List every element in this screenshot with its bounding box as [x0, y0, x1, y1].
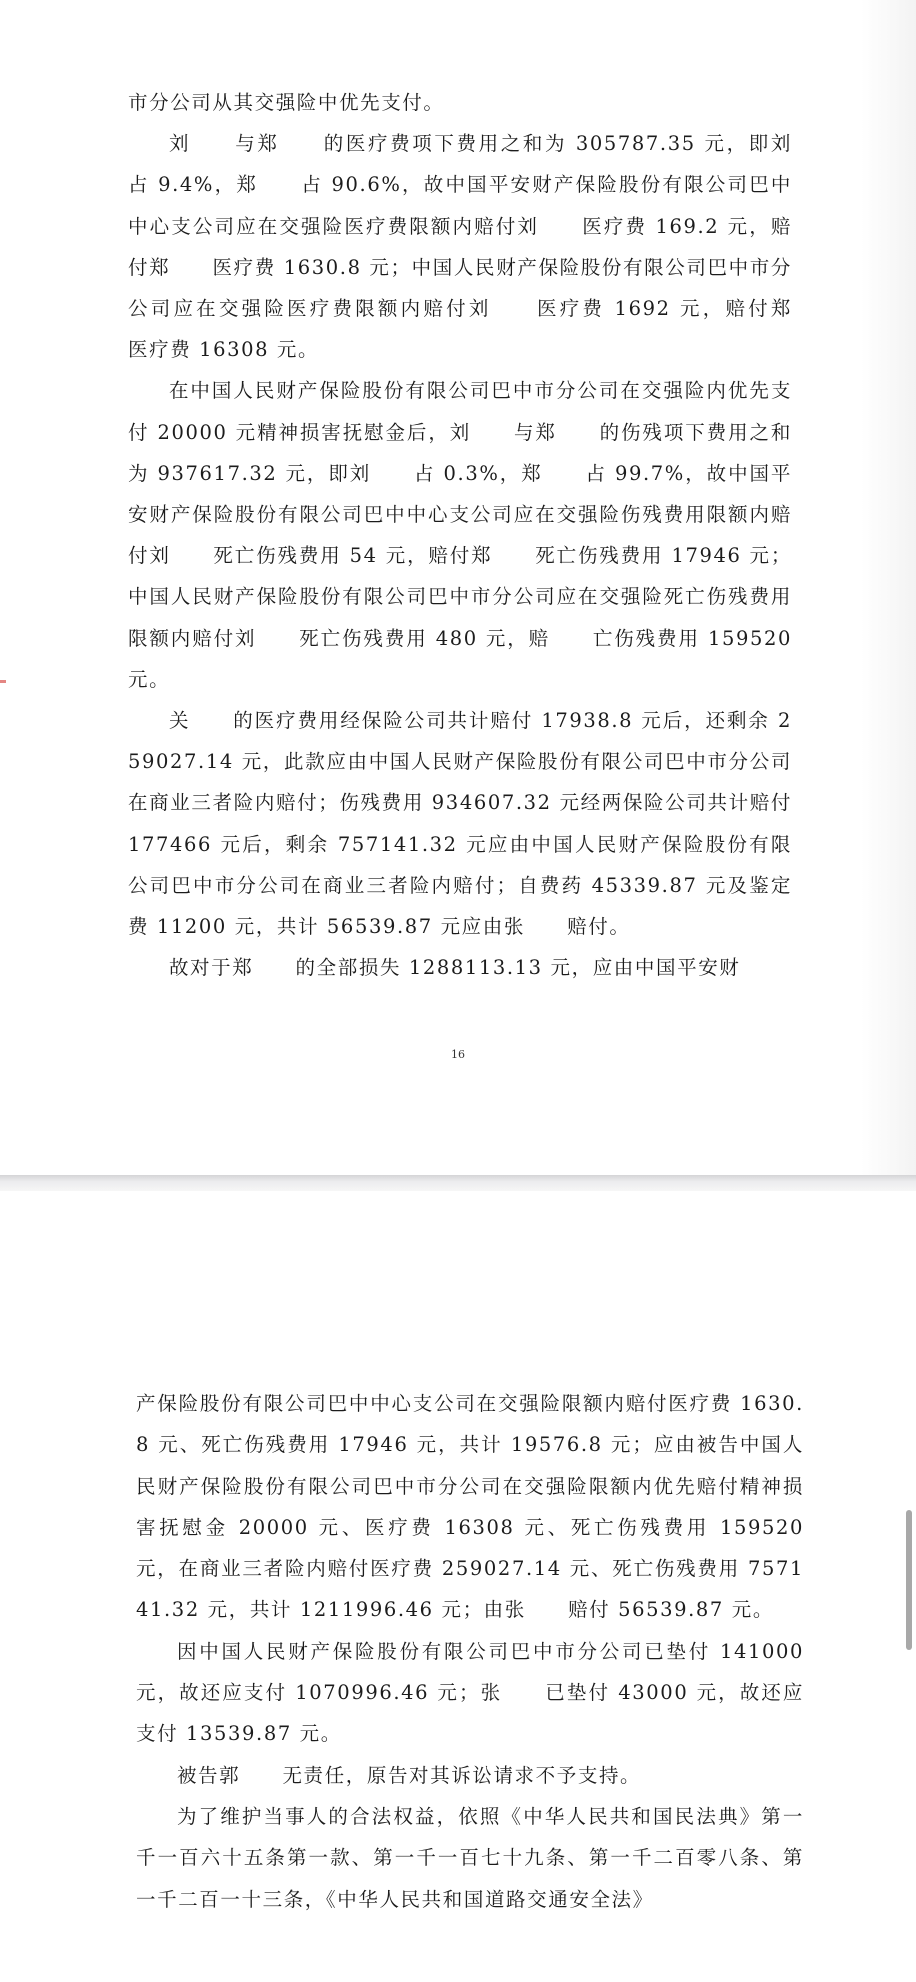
- page-text-body: [136, 1383, 804, 1920]
- scrollbar-thumb[interactable]: [906, 1510, 912, 1650]
- paragraph: 刘 与郑 的医疗费项下费用之和为 305787.35 元，即刘 占 9.4%，郑 占 90.6%，故中国平安财产保险股份有限公司巴中中心支公司应在交强险医疗费限额内赔付刘 医疗费 169.2 元，赔付郑 医疗费 1630.8 元；中国人民财产保险股份有限公司巴中市分公司应在交强险医疗费限额内赔付刘 医疗费 1692 元，赔付郑 医疗费 16308 元。: [128, 132, 835, 362]
- paragraph: 为了维护当事人的合法权益，依照《中华人民共和国民法典》第一千一百六十五条第一款、第一千一百七十九条、第一千二百零八条、第一千二百一十三条，《中华人民共和国道路交通安全法》: [136, 1804, 804, 1911]
- paragraph: 被告郭 无责任，原告对其诉讼请求不予支持。: [176, 1763, 642, 1787]
- page-number: 16: [451, 1048, 465, 1061]
- paragraph: 在中国人民财产保险股份有限公司巴中市分公司在交强险内优先支付 20000 元精神损害抚慰金后，刘 与郑 的伤残项下费用之和为 937617.32 元，即刘 占 0.3%，郑 占 99.7%，故中国平安财产保险股份有限公司巴中中心支公司应在交强险伤残费用限额内赔付刘 死亡伤残费用 54 元，赔付郑 死亡伤残费用 17946 元；中国人民财产保险股份有限公司巴中市分公司应在交强险死亡伤残费用限额内赔付刘 死亡伤残费用 480 元，赔 亡伤残费用 159520 元。: [128, 379, 792, 691]
- paragraph: 故对于郑 的全部损失 1288113.13 元，应由中国平安财: [168, 956, 741, 980]
- red-ink-mark: [0, 680, 6, 683]
- paragraph: 因中国人民财产保险股份有限公司巴中市分公司已垫付 141000 元，故还应支付 1070996.46 元；张 已垫付 43000 元，故还应支付 13539.87 元。: [136, 1639, 804, 1746]
- page-text-body: [128, 82, 835, 988]
- paragraph: 产保险股份有限公司巴中中心支公司在交强险限额内赔付医疗费 1630.8 元、死亡伤残费用 17946 元，共计 19576.8 元；应由被告中国人民财产保险股份有限公司巴中市分公司在交强险限额内优先赔付精神损害抚慰金 20000 元、医疗费 16308 元、死亡伤残费用 159520 元，在商业三者险内赔付医疗费 259027.14 元、死亡伤残费用 757141.32 元，共计 1211996.46 元；由张 赔付 56539.87 元。: [136, 1392, 804, 1622]
- paragraph: 市分公司从其交强险中优先支付。: [128, 91, 445, 114]
- page-separator: [0, 1175, 916, 1191]
- paragraph: 关 的医疗费用经保险公司共计赔付 17938.8 元后，还剩余 259027.14 元，此款应由中国人民财产保险股份有限公司巴中市分公司在商业三者险内赔付；伤残费用 934607.32 元经两保险公司共计赔付 177466 元后，剩余 757141.32 元应由中国人民财产保险股份有限公司巴中市分公司在商业三者险内赔付；自费药 45339.87 元及鉴定费 11200 元，共计 56539.87 元应由张 赔付。: [128, 709, 792, 939]
- document-page-17: [0, 1191, 916, 1982]
